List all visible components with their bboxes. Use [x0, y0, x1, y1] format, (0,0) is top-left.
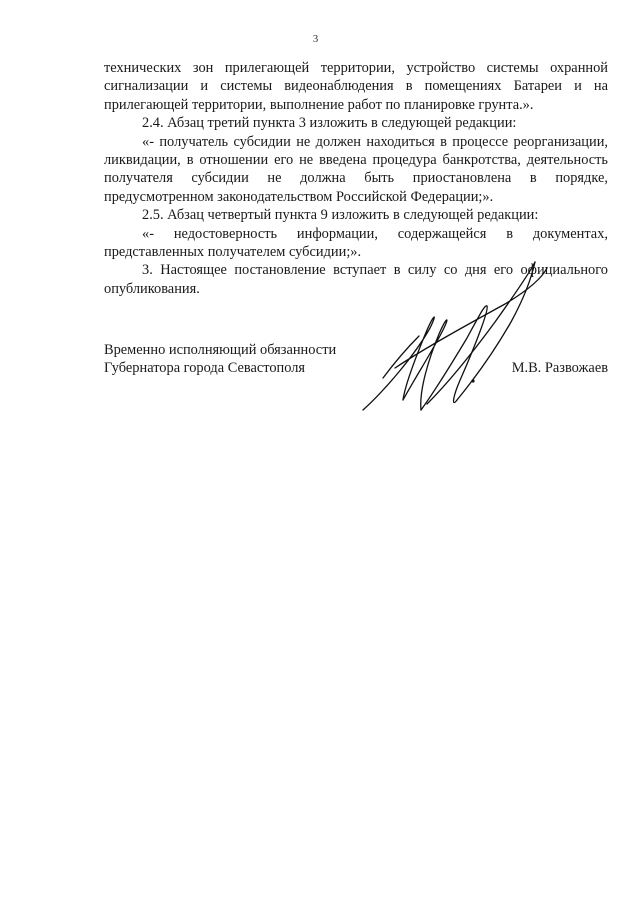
paragraph-2-5: 2.5. Абзац четвертый пункта 9 изложить в следующей редакции:: [142, 207, 539, 224]
paragraph-2-5-quote: «- недостоверность информации, содержащейся в документах, представленных получателем субсидии;».: [104, 225, 608, 261]
paragraph-2-4-quote: «- получатель субсидии не должен находиться в процессе реорганизации, ликвидации, в отношении его не введена процедура банкротства, деятельность получателя субсидии не должна быть приостановлена в порядке, предусмотренном законодательством Российской Федерации;».: [104, 133, 608, 205]
signatory-position-line2: Губернатора города Севастополя: [104, 360, 306, 377]
paragraph-continuation: технических зон прилегающей территории, устройство системы охранной сигнализации и системы видеонаблюдения в помещениях Батареи и на прилегающей территории, выполнение работ по планировке грунта.».: [104, 60, 608, 113]
signatory-name: М.В. Развожаев: [511, 360, 608, 377]
handwritten-signature: [355, 250, 555, 430]
signatory-position-line1: Временно исполняющий обязанности: [104, 342, 337, 358]
paragraph-3: 3. Настоящее постановление вступает в силу со дня его официального опубликования.: [104, 262, 608, 297]
paragraph-2-4: 2.4. Абзац третий пункта 3 изложить в следующей редакции:: [142, 115, 517, 132]
page-number: 3: [312, 33, 319, 45]
